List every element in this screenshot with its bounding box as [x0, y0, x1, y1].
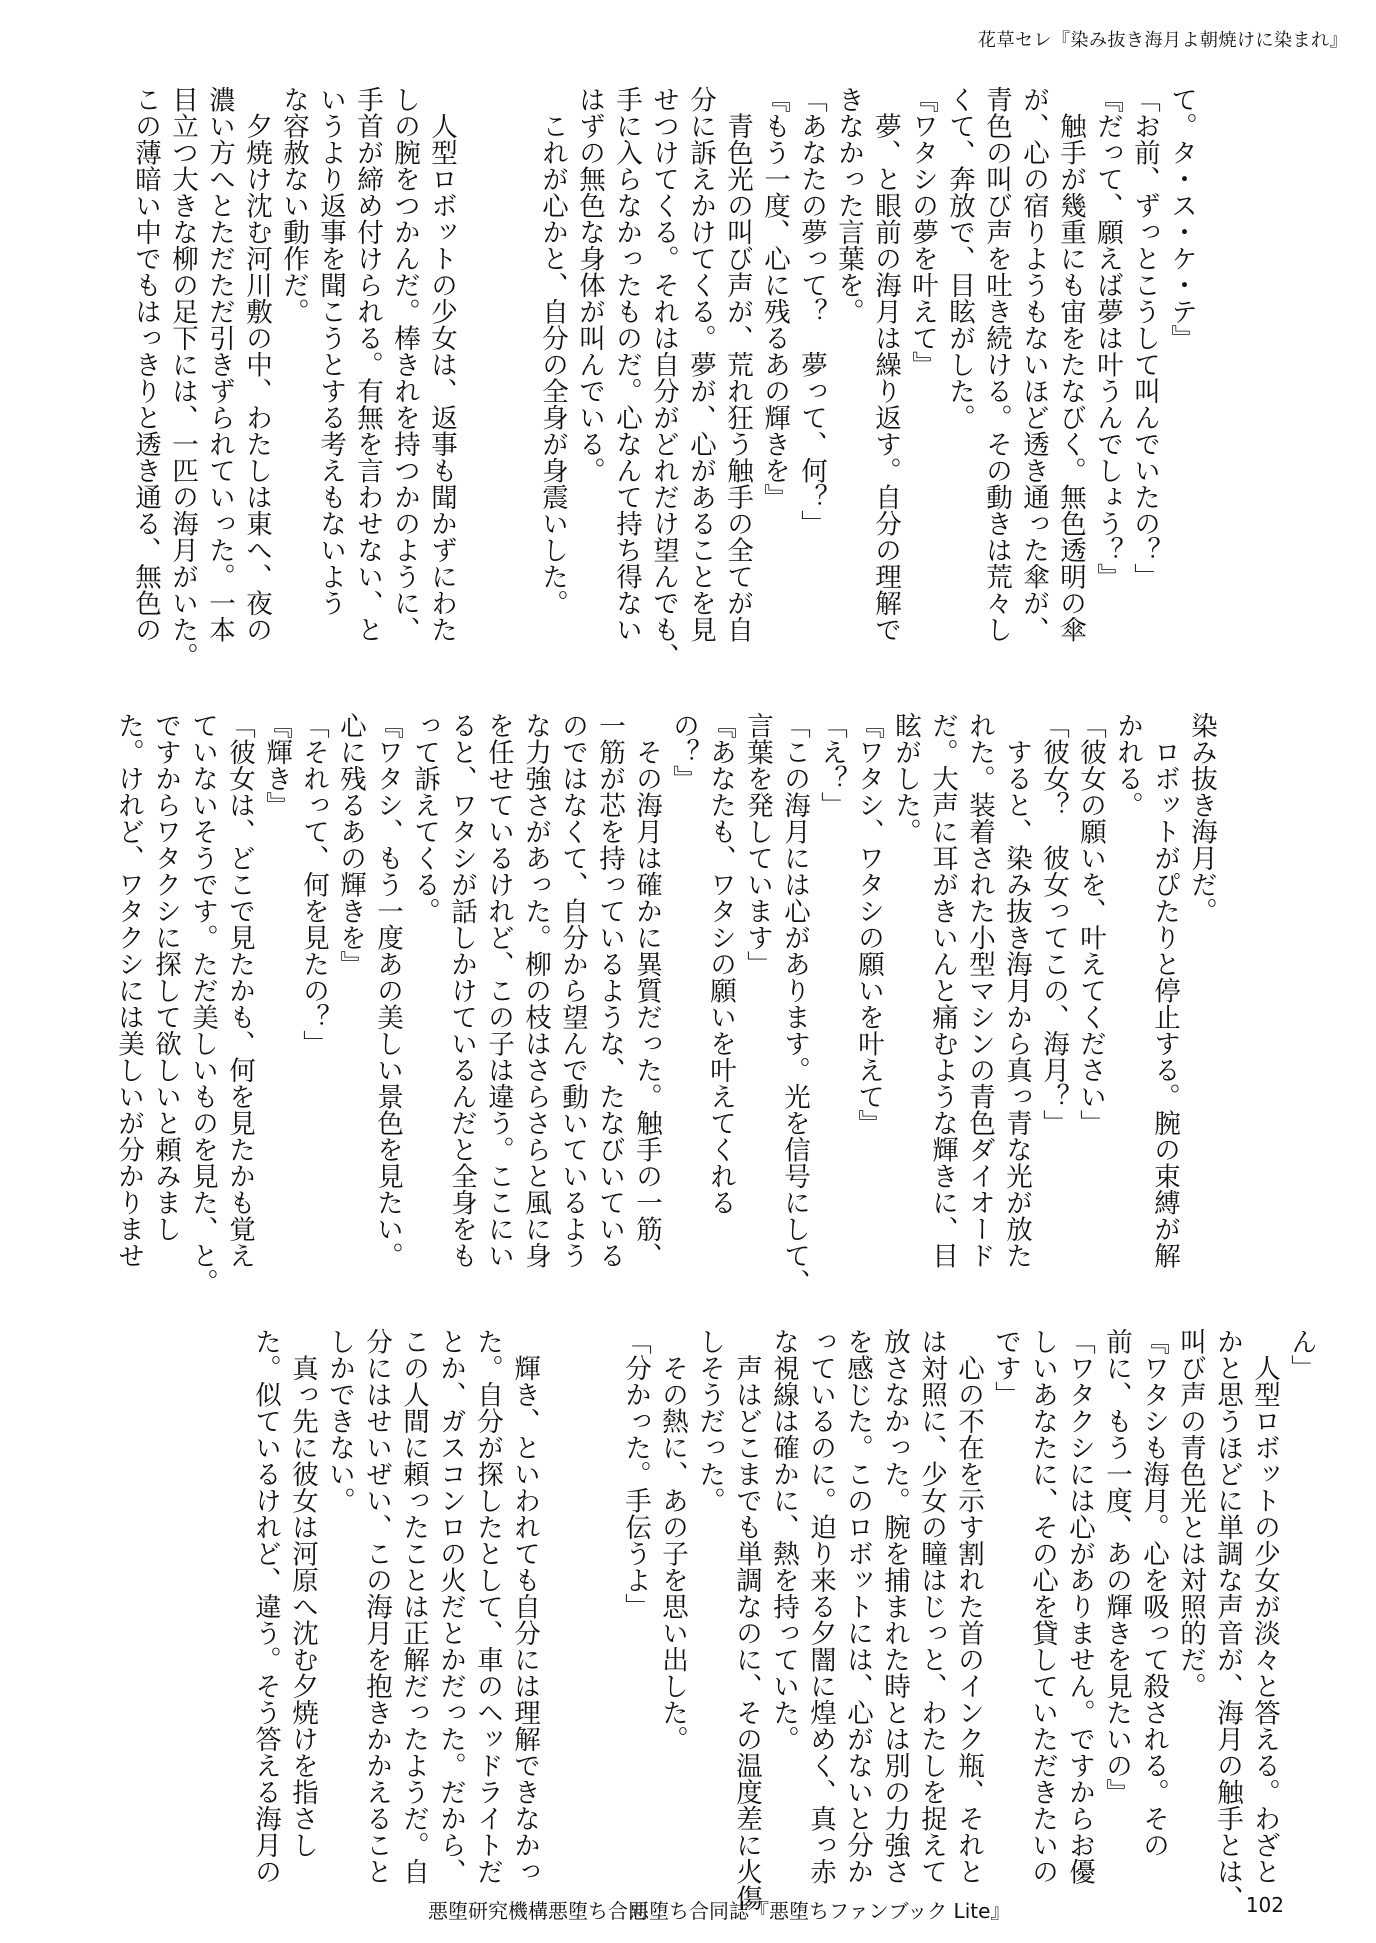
text-tier-middle: 染み抜き海月だ。 ロボットがぴたりと停止する。腕の束縛が解 かれる。 「彼女の願いを、叶えてください」 「彼女？ 彼女ってこの、海月？」 すると、染み抜き海月から真っ青な光が放た れた。装着された小型マシンの青色ダイオード だ。大声に耳がきいんと痛むような輝きに、目 眩がした。 『ワタシ、ワタシの願いを叶えて』 「え？」 「この海月には心があります。光を信号にして、 言葉を発しています」 『あなたも、ワタシの願いを叶えてくれる の？』 その海月は確かに異質だった。触手の一筋、 一筋が芯を持っているような、たなびいている のではなくて、自分から望んで動いているよう な力強さがあった。柳の枝はさらさらと風に身 を任せているけれど、この子は違う。ここにい ると、ワタシが話しかけているんだと全身をも って訴えてくる。 『ワタシ、もう一度あの美しい景色を見たい。 心に残るあの輝きを』 「それって、何を見たの？」 『輝き』 「彼女は、どこで見たかも、何を見たかも覚え ていないそうです。ただ美しいものを見た、と。 ですからワタクシに探して欲しいと頼みまし た。けれど、ワタクシには美しいが分かりませ: [113, 712, 1217, 1295]
footer-book-title: 悪堕ち合同誌『悪堕ちファンブック Lite』: [629, 1899, 1011, 1923]
running-header: [978, 26, 1348, 52]
page-number: 102: [1245, 1893, 1284, 1917]
text-tier-top: て。タ・ス・ケ・テ』 「お前、ずっとこうして叫んでいたの？」 『だって、願えば夢は叶うんでしょう？』 触手が幾重にも宙をたなびく。無色透明の傘 が、心の宿りようもないほど透き通った傘が、 青色の叫び声を吐き続ける。その動きは荒々し くて、奔放で、目眩がした。 『ワタシの夢を叶えて』 夢、と眼前の海月は繰り返す。自分の理解で きなかった言葉を。 「あなたの夢って？ 夢って、何？」 『もう一度、心に残るあの輝きを』 青色光の叫び声が、荒れ狂う触手の全てが自 分に訴えかけてくる。夢が、心があることを見 せつけてくる。それは自分がどれだけ望んでも、 手に入らなかったものだ。心なんて持ち得ない はずの無色な身体が叫んでいる。 これが心かと、自分の全身が身震いした。 人型ロボットの少女は、返事も聞かずにわた しの腕をつかんだ。棒きれを持つかのように、 手首が締め付けられる。有無を言わせない、と いうより返事を聞こうとする考えもないよう な容赦ない動作だ。 夕焼け沈む河川敷の中、わたしは東へ、夜の 濃い方へとただただ引きずられていった。一本 目立つ大きな柳の足下には、一匹の海月がいた。 この薄暗い中でもはっきりと透き通る、無色の: [130, 86, 1197, 669]
footer-circle-name: 悪堕研究機構悪堕ち合同: [428, 1899, 648, 1923]
author-title: 花草セレ『染み抜き海月よ朝焼けに染まれ』: [978, 30, 1348, 51]
text-tier-bottom: ん」 人型ロボットの少女が淡々と答える。わざと かと思うほどに単調な声音が、海月の触手とは、 叫び声の青色光とは対照的だ。 『ワタシも海月。心を吸って殺される。その 前に、もう一度、あの輝きを見たいの』 「ワタクシには心がありません。ですからお優 しいあなたに、その心を貸していただきたいの です」 心の不在を示す割れた首のインク瓶、それと は対照に、少女の瞳はじっと、わたしを捉えて 放さなかった。腕を捕まれた時とは別の力強さ を感じた。このロボットには、心がないと分か っているのに。迫り来る夕闇に煌めく、真っ赤 な視線は確かに、熱を持っていた。 声はどこまでも単調なのに、その温度差に火傷 しそうだった。 その熱に、あの子を思い出した。 「分かった。手伝うよ」 輝き、といわれても自分には理解できなかっ た。自分が探したとして、車のヘッドライトだ とか、ガスコンロの火だとかだった。だから、 この人間に頼ったことは正解だったようだ。自 分にはせいぜい、この海月を抱きかかえること しかできない。 真っ先に彼女は河原へ沈む夕焼けを指さし た。似ているけれど、違う。そう答える海月の: [250, 1328, 1317, 1911]
